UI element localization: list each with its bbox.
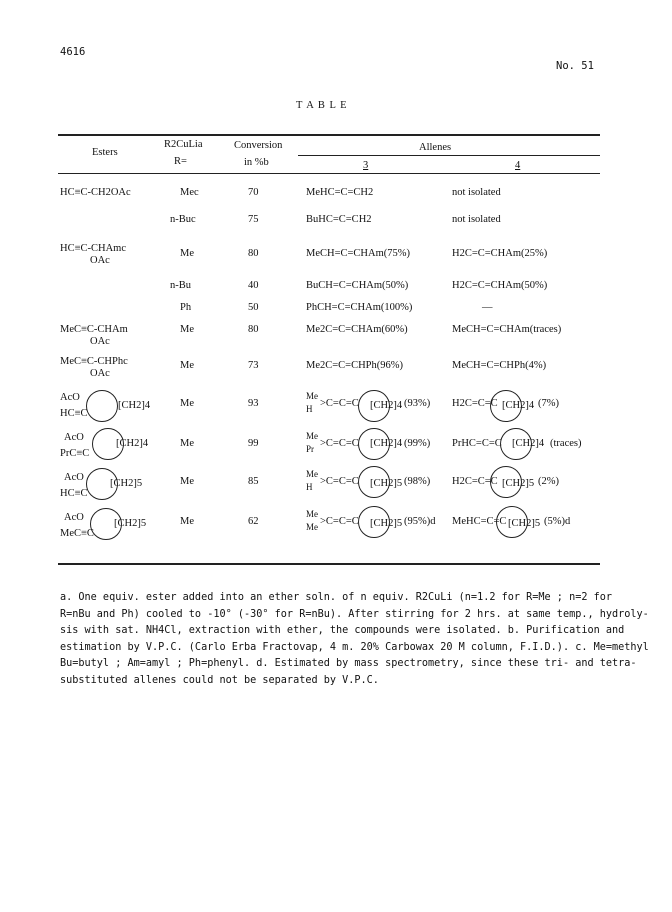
allene-3-pct: (98%) bbox=[404, 476, 431, 487]
allene-4-pct: (5%)d bbox=[544, 516, 571, 527]
reagent-cell: n-Bu bbox=[170, 280, 191, 291]
footnote-line: Bu=butyl ; Am=amyl ; Ph=phenyl. d. Estimated by mass spectrometry, since these tri- and tetra- bbox=[60, 658, 637, 669]
conversion-cell: 70 bbox=[248, 187, 259, 198]
reagent-cell: Me bbox=[180, 324, 194, 335]
allene-3-pct: (95%)d bbox=[404, 516, 436, 527]
ester-ring-label: [CH2]4 bbox=[116, 438, 149, 449]
issue-number: No. 51 bbox=[556, 60, 594, 72]
conversion-cell: 93 bbox=[248, 398, 259, 409]
reagent-cell: Me bbox=[180, 476, 194, 487]
allene-3-core: >C=C=C bbox=[320, 516, 359, 527]
reagent-cell: Me bbox=[180, 398, 194, 409]
allene-4-prefix: MeHC=C=C bbox=[452, 516, 507, 527]
reagent-cell: n-Buc bbox=[170, 214, 196, 225]
ester-sub-cell: OAc bbox=[90, 368, 110, 379]
allene-3-core: >C=C=C bbox=[320, 438, 359, 449]
allene-4-pct: (traces) bbox=[550, 438, 582, 449]
allene-4-cell: not isolated bbox=[452, 187, 501, 198]
col-header-conversion: Conversion bbox=[234, 140, 283, 151]
col-header-4: 4 bbox=[515, 160, 521, 171]
allene-4-ring: [CH2]4 bbox=[512, 438, 545, 449]
col-header-esters: Esters bbox=[92, 147, 118, 158]
page-number: 4616 bbox=[60, 46, 86, 58]
ester-sub-cell: OAc bbox=[90, 336, 110, 347]
allene-4-cell: MeCH=C=CHAm(traces) bbox=[452, 324, 562, 335]
allene-3-core: >C=C=C bbox=[320, 476, 359, 487]
allene-3-top: Me bbox=[306, 391, 318, 401]
allene-3-bottom: Pr bbox=[306, 444, 315, 454]
conversion-cell: 85 bbox=[248, 476, 259, 487]
allene-3-core: >C=C=C bbox=[320, 398, 359, 409]
ester-bottom: MeC≡C bbox=[60, 528, 94, 539]
ester-cell: HC≡C-CH2OAc bbox=[60, 187, 131, 198]
conversion-cell: 80 bbox=[248, 248, 259, 259]
conversion-cell: 80 bbox=[248, 324, 259, 335]
allene-3-bottom: Me bbox=[306, 522, 318, 532]
table-bottom-rule bbox=[58, 563, 600, 565]
ester-bottom: HC≡C bbox=[60, 488, 88, 499]
allenes-rule bbox=[298, 155, 600, 156]
allene-3-bottom: H bbox=[306, 482, 313, 492]
allene-4-cell: H2C=C=CHAm(50%) bbox=[452, 280, 548, 291]
allene-3-ring: [CH2]4 bbox=[370, 438, 403, 449]
allene-4-pct: (2%) bbox=[538, 476, 559, 487]
ring-icon bbox=[86, 390, 118, 422]
allene-3-ring: [CH2]5 bbox=[370, 478, 403, 489]
col-header-reagent: R2CuLia bbox=[164, 139, 203, 150]
ester-top: AcO bbox=[64, 472, 84, 483]
ester-bottom: HC≡C bbox=[60, 408, 88, 419]
conversion-cell: 50 bbox=[248, 302, 259, 313]
footnote-line: estimation by V.P.C. (Carlo Erba Fractovap, 4 m. 20% Carbowax 20 M column, F.I.D.). c. Me=methyl bbox=[60, 641, 649, 653]
allene-4-cell: MeCH=C=CHPh(4%) bbox=[452, 360, 547, 371]
table-top-rule bbox=[58, 134, 600, 136]
conversion-cell: 73 bbox=[248, 360, 259, 371]
col-header-conversion-unit: in %b bbox=[244, 157, 269, 168]
allene-4-cell: not isolated bbox=[452, 214, 501, 225]
ester-ring-label: [CH2]5 bbox=[114, 518, 147, 529]
reagent-cell: Me bbox=[180, 516, 194, 527]
allene-4-cell: H2C=C=CHAm(25%) bbox=[452, 248, 548, 259]
ester-cell: MeC≡C-CHPhc bbox=[60, 356, 128, 367]
col-header-3: 3 bbox=[363, 160, 369, 171]
footnote-line: substituted allenes could not be separated by V.P.C. bbox=[60, 674, 379, 686]
allene-3-pct: (93%) bbox=[404, 398, 431, 409]
footnotes bbox=[60, 590, 649, 689]
ester-ring-label: [CH2]4 bbox=[118, 400, 151, 411]
allene-3-top: Me bbox=[306, 469, 318, 479]
table-title: T A B L E bbox=[296, 100, 348, 111]
ester-cell: MeC≡C-CHAm bbox=[60, 324, 128, 335]
reagent-cell: Me bbox=[180, 248, 194, 259]
allene-3-ring: [CH2]5 bbox=[370, 518, 403, 529]
ester-sub-cell: OAc bbox=[90, 255, 110, 266]
allene-3-bottom: H bbox=[306, 404, 313, 414]
footnote-line: a. One equiv. ester added into an ether soln. of n equiv. R2CuLi (n=1.2 for R=Me ; n=2 for bbox=[60, 592, 613, 603]
reagent-cell: Me bbox=[180, 360, 194, 371]
allene-3-cell: Me2C=C=CHAm(60%) bbox=[306, 324, 408, 335]
conversion-cell: 62 bbox=[248, 516, 259, 527]
allene-4-cell: — bbox=[482, 302, 493, 313]
allene-4-prefix: H2C=C=C bbox=[452, 398, 498, 409]
conversion-cell: 75 bbox=[248, 214, 259, 225]
header-bottom-rule bbox=[58, 173, 600, 174]
col-header-allenes: Allenes bbox=[419, 142, 452, 153]
allene-3-cell: BuCH=C=CHAm(50%) bbox=[306, 280, 409, 291]
col-header-reagent-r: R= bbox=[174, 156, 187, 167]
allene-4-pct: (7%) bbox=[538, 398, 559, 409]
allene-3-ring: [CH2]4 bbox=[370, 400, 403, 411]
allene-4-ring: [CH2]4 bbox=[502, 400, 535, 411]
allene-4-prefix: PrHC=C=C bbox=[452, 438, 502, 449]
conversion-cell: 99 bbox=[248, 438, 259, 449]
ester-ring-label: [CH2]5 bbox=[110, 478, 143, 489]
allene-3-pct: (99%) bbox=[404, 438, 431, 449]
allene-3-cell: Me2C=C=CHPh(96%) bbox=[306, 360, 404, 371]
ester-cell: HC≡C-CHAmc bbox=[60, 243, 127, 254]
reagent-cell: Me bbox=[180, 438, 194, 449]
allene-4-prefix: H2C=C=C bbox=[452, 476, 498, 487]
allene-3-cell: BuHC=C=CH2 bbox=[306, 214, 372, 225]
allene-3-cell: PhCH=C=CHAm(100%) bbox=[306, 302, 413, 313]
conversion-cell: 40 bbox=[248, 280, 259, 291]
ester-top: AcO bbox=[64, 432, 84, 443]
reagent-cell: Mec bbox=[180, 187, 199, 198]
ester-top: AcO bbox=[60, 392, 80, 403]
ester-bottom: PrC≡C bbox=[60, 448, 90, 459]
allene-3-cell: MeHC=C=CH2 bbox=[306, 187, 374, 198]
footnote-line: R=nBu and Ph) cooled to -10° (-30° for R=nBu). After stirring for 2 hrs. at same temp., hydroly- bbox=[60, 608, 649, 620]
footnote-line: sis with sat. NH4Cl, extraction with ether, the compounds were isolated. b. Purification and bbox=[60, 625, 625, 636]
reagent-cell: Ph bbox=[180, 302, 192, 313]
allene-4-ring: [CH2]5 bbox=[508, 518, 541, 529]
ester-top: AcO bbox=[64, 512, 84, 523]
allene-4-ring: [CH2]5 bbox=[502, 478, 535, 489]
allene-3-top: Me bbox=[306, 431, 318, 441]
allene-3-cell: MeCH=C=CHAm(75%) bbox=[306, 248, 411, 259]
allene-3-top: Me bbox=[306, 509, 318, 519]
